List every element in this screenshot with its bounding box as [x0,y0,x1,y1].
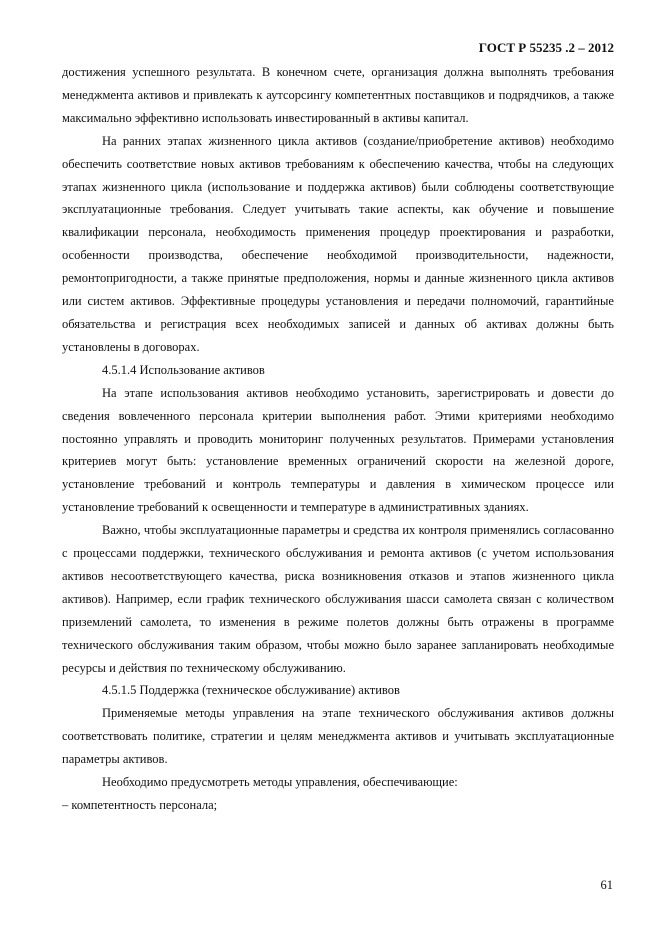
paragraph-operational-params: Важно, чтобы эксплуатационные параметры и средства их контроля применялись согласованно с процессами поддержки, технического обслуживания и ремонта активов (с учетом использования активов несоответствующего качества, риска возникновения отказов и этапов жизненного цикла активов). Например, если график технического обслуживания шасси самолета связан с количеством приземлений самолета, то изменения в режиме полетов должны быть отражены в программе технического обслуживания таким образом, чтобы можно было заранее запланировать необходимые ресурсы и действия по техническому обслуживанию. [62,523,614,675]
paragraph-control-methods-intro: Необходимо предусмотреть методы управления, обеспечивающие: [102,775,458,790]
paragraph-lifecycle-early: На ранних этапах жизненного цикла активов (создание/приобретение активов) необходимо обеспечить соответствие новых активов требованиям к обеспечению качества, чтобы на следующих этапах жизненного цикла (использование и поддержка активов) были соблюдены соответствующие эксплуатационные требования. Следует учитывать такие аспекты, как обучение и повышение квалификации персонала, необходимость применения процедур проектирования и разработки, особенности производства, обеспечение необходимой производительности, надежности, ремонтопригодности, а также принятые предположения, нормы и данные жизненного цикла активов или систем активов. Эффективные процедуры установления и передачи полномочий, гарантийные обязательства и регистрация всех необходимых записей и данных об активах должны быть установлены в договорах. [62,133,614,354]
paragraph-usage-criteria: На этапе использования активов необходимо установить, зарегистрировать и довести до сведения вовлеченного персонала критерии выполнения работ. Этими критериями необходимо постоянно управлять и проводить мониторинг полученных результатов. Примерами установления критериев могут быть: установление временных ограничений скорости на железной дороге, установление требований и контроль температуры и давления в химическом процессе или установление требований к освещенности и температуре в административных зданиях. [62,385,614,515]
section-heading-4-5-1-5: 4.5.1.5 Поддержка (техническое обслуживание) активов [102,683,400,698]
list-item-competence: – компетентность персонала; [62,798,218,812]
document-header: ГОСТ Р 55235 .2 – 2012 [478,40,614,55]
page-number: 61 [600,878,613,892]
section-heading-4-5-1-4: 4.5.1.4 Использование активов [102,362,265,377]
page-body [62,61,614,817]
paragraph-continuation: достижения успешного результата. В конечном счете, организация должна выполнять требования менеджмента активов и привлекать к аутсорсингу компетентных поставщиков и подрядчиков, а также максимально эффективно использовать инвестированный в активы капитал. [62,65,614,125]
paragraph-maintenance-methods: Применяемые методы управления на этапе технического обслуживания активов должны соответствовать политике, стратегии и целям менеджмента активов и учитывать эксплуатационные параметры активов. [62,706,614,767]
